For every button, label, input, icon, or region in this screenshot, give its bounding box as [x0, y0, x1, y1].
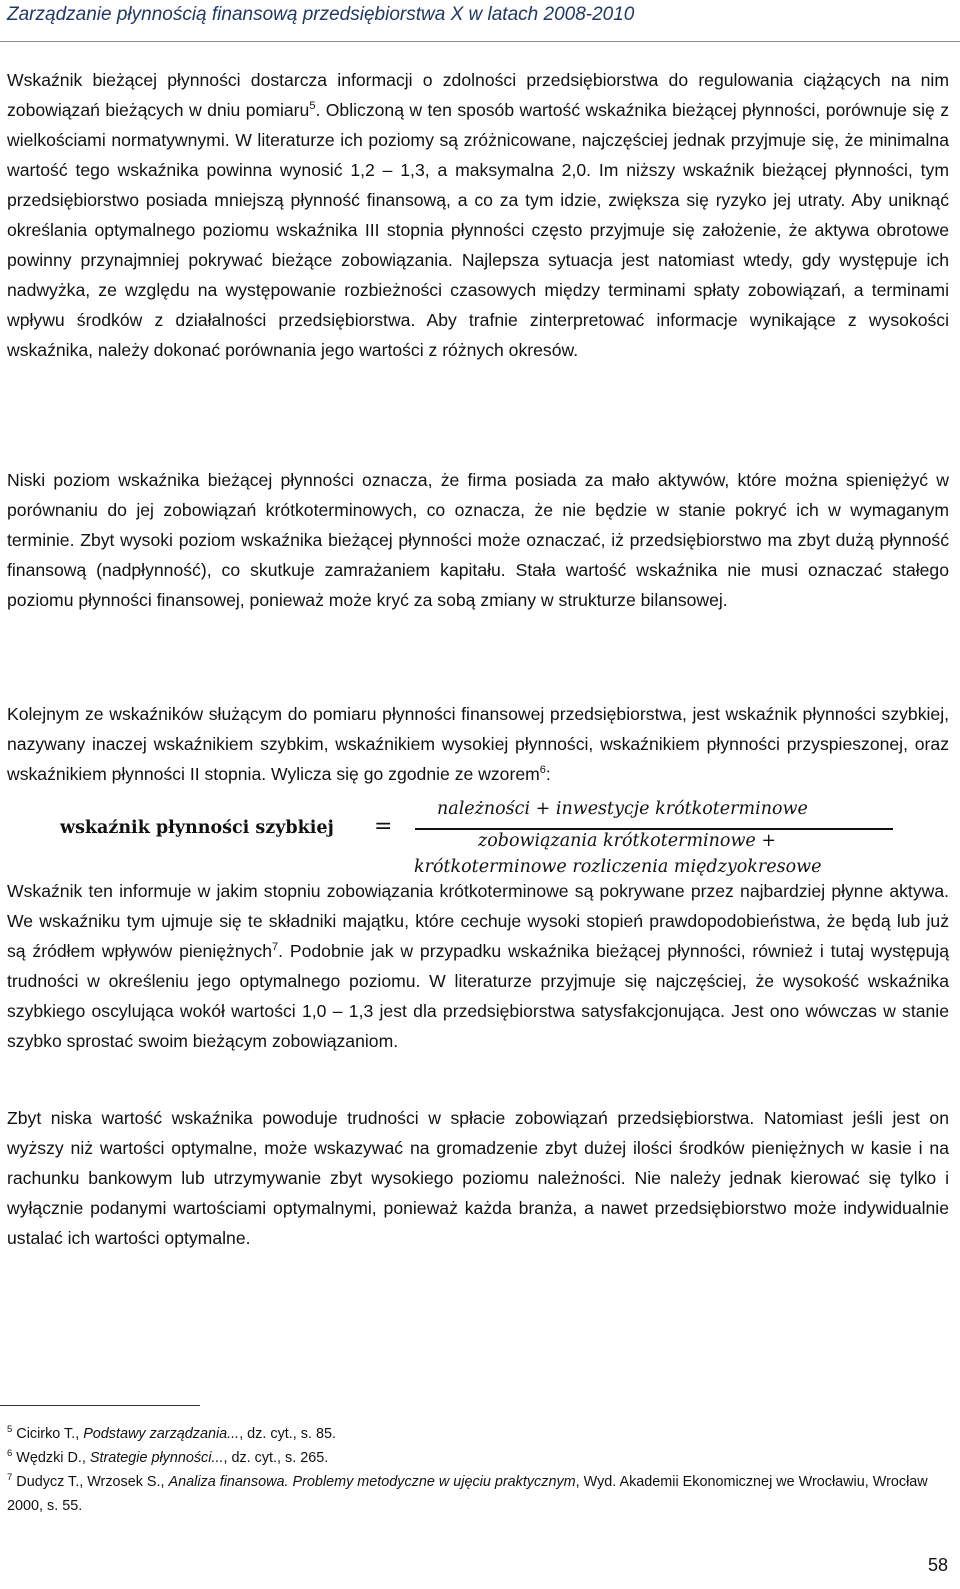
- running-header: Zarządzanie płynnością finansową przedsiębiorstwa X w latach 2008-2010: [7, 4, 635, 25]
- footnote-title: Analiza finansowa. Problemy metodyczne w ujęciu praktycznym: [168, 1474, 576, 1490]
- footnote-text: Dudycz T., Wrzosek S.,: [12, 1474, 169, 1490]
- footnote-6: [7, 1446, 937, 1470]
- footnote-divider: [0, 1405, 200, 1406]
- paragraph-quick-ratio-meaning: [7, 876, 949, 1056]
- formula-denominator-line-1: zobowiązania krótkoterminowe +: [478, 831, 777, 851]
- formula-lhs: wskaźnik płynności szybkiej: [60, 818, 334, 838]
- header-divider: [0, 41, 960, 42]
- footnote-text: , dz. cyt., s. 85.: [239, 1426, 336, 1442]
- footnote-7: [7, 1470, 937, 1518]
- formula-denominator-line-2: krótkoterminowe rozliczenia międzyokresowe: [414, 857, 822, 877]
- paragraph-text: Wskaźnik ten informuje w jakim stopniu zobowiązania krótkoterminowe są pokrywane przez najbardziej płynne aktywa. We wskaźniku tym ujmuje się te składniki majątku, które cechuje wysoki stopień prawdopodobieństwa, że będą lub już są źródłem wpływów pieniężnych: [7, 881, 949, 961]
- footnote-text: , Wyd. Akademii Ekonomicznej we Wrocławiu, Wrocław 2000, s. 55.: [7, 1474, 928, 1514]
- footnote-5: [7, 1422, 937, 1446]
- formula-numerator: należności + inwestycje krótkoterminowe: [437, 799, 808, 819]
- footnote-title: Podstawy zarządzania...: [83, 1426, 240, 1442]
- formula-fraction-bar: [415, 828, 893, 830]
- paragraph-text: :: [545, 764, 551, 784]
- footnote-text: , dz. cyt., s. 265.: [223, 1450, 329, 1466]
- footnote-text: Cicirko T.,: [12, 1426, 84, 1442]
- footnote-ref-7[interactable]: 7: [272, 941, 279, 954]
- footnote-number: 7: [7, 1472, 13, 1484]
- paragraph-text: . Obliczoną w ten sposób wartość wskaźnika bieżącej płynności, porównuje się z wielkościami normatywnymi. W literaturze ich poziomy są zróżnicowane, najczęściej jednak przyjmuje się, że minimalna wartość tego wskaźnika powinna wynosić 1,2 – 1,3, a maksymalna 2,0. Im niższy wskaźnik bieżącej płynności, tym przedsiębiorstwo posiada mniejszą płynność finansową, a co za tym idzie, zwiększa się ryzyko jej utraty. Aby uniknąć określania optymalnego poziomu wskaźnika III stopnia płynności często przyjmuje się założenie, że aktywa obrotowe powinny przynajmniej pokrywać bieżące zobowiązania. Najlepsza sytuacja jest natomiast wtedy, gdy występuje ich nadwyżka, ze względu na występowanie rozbieżności czasowych między terminami spłaty zobowiązań, a terminami wpływu środków z działalności przedsiębiorstwa. Aby trafnie zinterpretować informacje wynikające z wysokości wskaźnika, należy dokonać porównania jego wartości z różnych okresów.: [7, 100, 949, 360]
- page-number: 58: [927, 1555, 948, 1575]
- footnote-ref-6[interactable]: 6: [539, 764, 546, 777]
- paragraph-text: Kolejnym ze wskaźników służącym do pomiaru płynności finansowej przedsiębiorstwa, jest wskaźnik płynności szybkiej, nazywany inaczej wskaźnikiem szybkim, wskaźnikiem wysokiej płynności, wskaźnikiem płynności przyspieszonej, oraz wskaźnikiem płynności II stopnia. Wylicza się go zgodnie ze wzorem: [7, 704, 949, 784]
- footnote-number: 6: [7, 1448, 13, 1460]
- paragraph-current-ratio-intro: [7, 65, 949, 365]
- footnote-text: Wędzki D.,: [12, 1450, 90, 1466]
- paragraph-low-high-ratio: Niski poziom wskaźnika bieżącej płynności oznacza, że firma posiada za mało aktywów, które można spieniężyć w porównaniu do jej zobowiązań krótkoterminowych, co oznacza, że nie będzie w stanie pokryć ich w wymaganym terminie. Zbyt wysoki poziom wskaźnika bieżącej płynności może oznaczać, iż przedsiębiorstwo ma zbyt dużą płynność finansową (nadpłynność), co skutkuje zamrażaniem kapitału. Stała wartość wskaźnika nie musi oznaczać stałego poziomu płynności finansowej, ponieważ może kryć za sobą zmiany w strukturze bilansowej.: [7, 470, 949, 610]
- paragraph-text: . Podobnie jak w przypadku wskaźnika bieżącej płynności, również i tutaj występują trudności w określeniu jego optymalnego poziomu. W literaturze przyjmuje się najczęściej, że wysokość wskaźnika szybkiego oscylująca wokół wartości 1,0 – 1,3 jest dla przedsiębiorstwa satysfakcjonująca. Jest ono wówczas w stanie szybko sprostać swoim bieżącym zobowiązaniom.: [7, 941, 949, 1051]
- footnote-title: Strategie płynności...: [89, 1450, 224, 1466]
- footnote-number: 5: [7, 1424, 13, 1436]
- quick-ratio-formula: [0, 796, 960, 886]
- footnote-ref-5[interactable]: 5: [309, 100, 316, 113]
- formula-equals-sign: =: [374, 814, 393, 839]
- paragraph-quick-ratio-intro: [7, 699, 949, 789]
- paragraph-text: Wskaźnik bieżącej płynności dostarcza informacji o zdolności przedsiębiorstwa do regulowania ciążących na nim zobowiązań bieżących w dniu pomiaru: [7, 70, 949, 120]
- paragraph-quick-ratio-levels: Zbyt niska wartość wskaźnika powoduje trudności w spłacie zobowiązań przedsiębiorstwa. Natomiast jeśli jest on wyższy niż wartości optymalne, może wskazywać na gromadzenie zbyt dużej ilości środków pieniężnych w kasie i na rachunku bankowym lub utrzymywanie zbyt wysokiego poziomu należności. Nie należy jednak kierować się tylko i wyłącznie podanymi wartościami optymalnymi, ponieważ każda branża, a nawet przedsiębiorstwo może indywidualnie ustalać ich wartości optymalne.: [7, 1108, 949, 1248]
